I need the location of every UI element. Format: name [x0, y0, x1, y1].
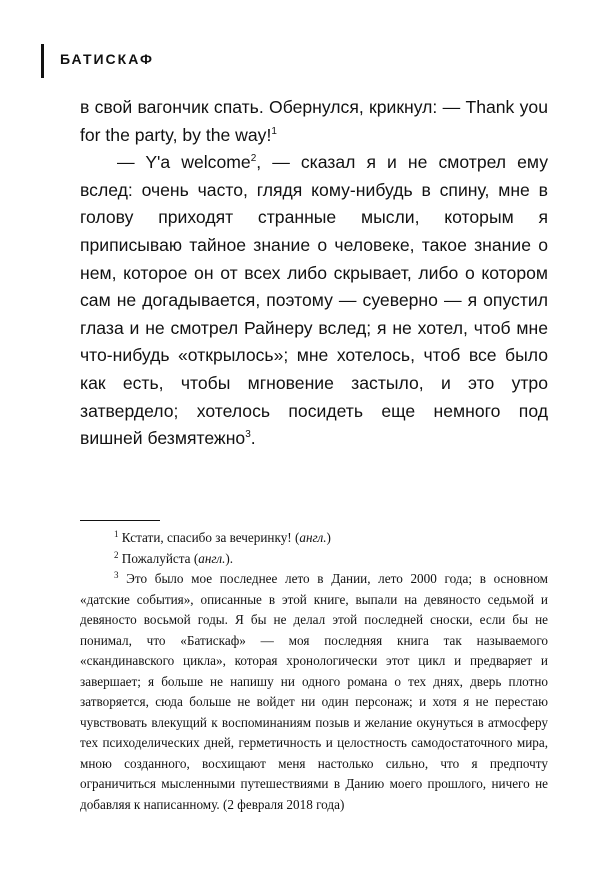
footnote-2 — [80, 549, 548, 570]
paragraph-1-text: в свой вагончик спать. Обернулся, крикнул: — Thank you for the party, by the way! — [80, 97, 548, 145]
footnote-ref-3: 3 — [245, 429, 251, 441]
main-text — [80, 94, 548, 453]
footnote-ref-1: 1 — [271, 125, 277, 137]
footnotes — [80, 528, 548, 815]
paragraph-2-end: . — [250, 428, 256, 449]
footnote-2-text: Пожалуйста ( — [121, 550, 199, 566]
footnote-2-close: ). — [225, 550, 234, 566]
paragraph-2-start: — Y'a welcome — [117, 152, 251, 173]
footnote-ref-2: 2 — [250, 153, 257, 165]
footnote-3 — [80, 569, 548, 815]
footnote-1-marker: 1 — [114, 529, 119, 539]
paragraph-1 — [80, 94, 548, 149]
footnote-2-marker: 2 — [114, 549, 119, 560]
footnote-1-text: Кстати, спасибо за вечеринку! ( — [121, 530, 300, 545]
footnote-3-text: Это было мое последнее лето в Дании, лето 2000 года; в основном «датские события», описанные в этой книге, выпали на девяносто седьмой и девяносто восьмой годы. Я бы не делал этой последней сноски, если бы не понимал, что «Батискаф» — моя последняя книга так называемого «скандинавского цикла», которая хронологически этот цикл и предваряет и завершает; я больше не напишу ни одного романа о тех днях, дверь плотно затворяется, сюда больше не войдет ни один персонаж; и хотя я не перестаю чувствовать влекущий к воспоминаниям позыв и желание окунуться в атмосферу тех психоделических дней, герметичность и целостность самодостаточного мира, мною созданного, восхищают меня настолько сильно, что я предпочту ограничиться мысленными путешествиями в Данию моего прошлого, ничего не добавляя к написанному. (2 февраля 2018 года) — [80, 571, 549, 812]
footnote-divider — [80, 520, 160, 521]
header-rule — [41, 44, 44, 78]
footnote-2-lang: англ. — [198, 550, 226, 566]
footnote-1 — [80, 528, 548, 549]
footnote-1-close: ) — [326, 530, 331, 545]
footnote-3-marker: 3 — [114, 570, 119, 580]
running-title: БАТИСКАФ — [60, 51, 154, 67]
paragraph-2 — [80, 149, 548, 453]
paragraph-2-text: , — сказал я и не смотрел ему вслед: очень часто, глядя кому-нибудь в спину, мне в голову приходят странные мысли, которым я приписываю тайное знание о человеке, такое знание о нем, которое он от всех либо скрывает, либо о котором сам не догадывается, поэтому — суеверно — я опустил глаза и не смотрел Райнеру вслед; я не хотел, чтоб мне что-нибудь «открылось»; мне хотелось, чтоб все было как есть, чтобы мгновение застыло, и это утро затвердело; хотелось посидеть еще немного под вишней безмятежно — [80, 152, 548, 449]
footnote-1-lang: англ. — [299, 530, 327, 545]
